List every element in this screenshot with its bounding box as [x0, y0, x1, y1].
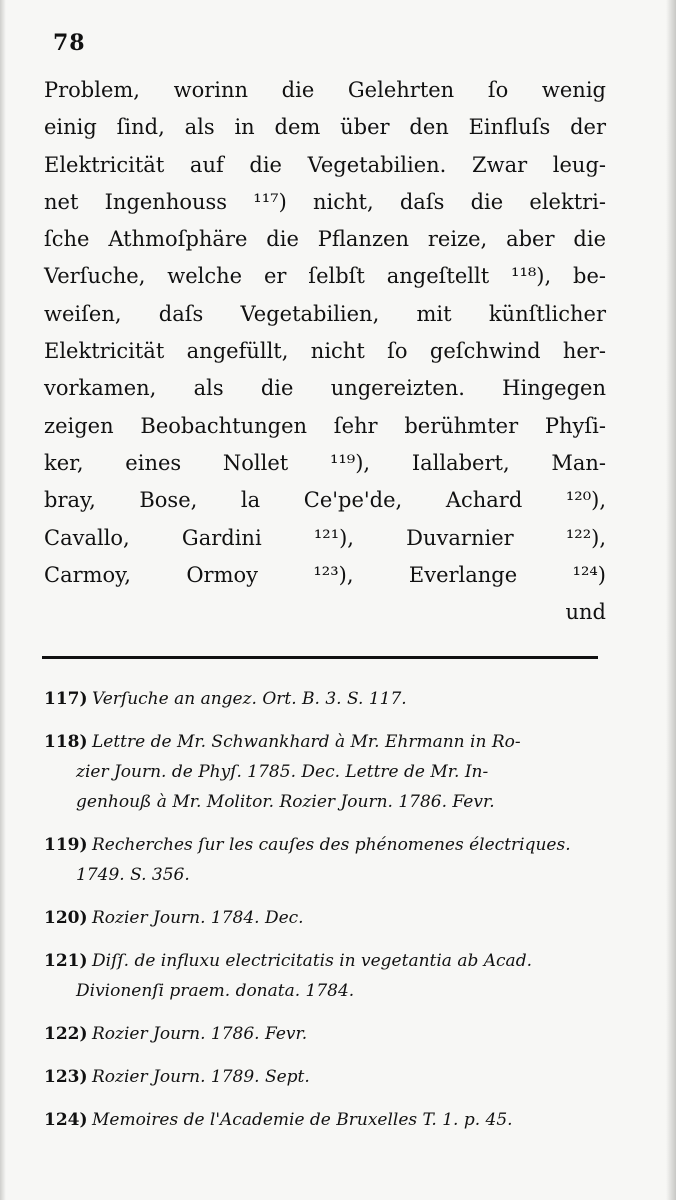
footnote-line [44, 1062, 604, 1092]
footnote-text: Divionenſi praem. donata. 1784. [76, 981, 355, 1001]
text-line: net Ingenhouss ¹¹⁷) nicht, daſs die elektri- [44, 189, 606, 214]
text-line: zeigen Beobachtungen ſehr berühmter Phyſi- [44, 413, 606, 438]
text-line: Elektricität angefüllt, nicht ſo geſchwind her- [44, 339, 606, 364]
footnote-text: Recherches ſur les cauſes des phénomenes électriques. [92, 835, 571, 855]
footnotes [44, 684, 604, 1148]
footnote-text: Lettre de Mr. Schwankhard à Mr. Ehrmann in Ro- [92, 732, 521, 752]
main-text [44, 72, 606, 631]
text-line: Cavallo, Gardini ¹²¹), Duvarnier ¹²²), [44, 525, 606, 550]
footnote-118 [44, 727, 604, 817]
text-line: vorkamen, als die ungereizten. Hingegen [44, 376, 606, 401]
text-line: einig ſind, als in dem über den Einfluſs der [44, 115, 606, 140]
footnote-120 [44, 903, 604, 933]
footnote-text: 1749. S. 356. [76, 865, 190, 885]
footnote-number: 118) [44, 732, 88, 752]
text-line: ker, eines Nollet ¹¹⁹), Iallabert, Man- [44, 450, 606, 475]
footnote-124 [44, 1105, 604, 1135]
footnote-line [44, 684, 604, 714]
footnote-text: genhouß à Mr. Molitor. Rozier Journ. 1786. Fevr. [76, 792, 495, 812]
footnote-line [44, 1105, 604, 1135]
text-line: ſche Athmoſphäre die Pflanzen reize, aber die [44, 227, 606, 252]
footnote-text: Memoires de l'Academie de Bruxelles T. 1. p. 45. [92, 1110, 513, 1130]
text-line: Problem, worinn die Gelehrten ſo wenig [44, 78, 606, 102]
page-edge-shadow-right [666, 0, 676, 1200]
footnote-line [44, 1019, 604, 1049]
footnote-121 [44, 946, 604, 1006]
text-line: weiſen, daſs Vegetabilien, mit künſtlicher [44, 301, 606, 326]
footnote-number: 119) [44, 835, 88, 855]
text-line: bray, Bose, la Ce'pe'de, Achard ¹²⁰), [44, 488, 606, 513]
page-edge-shadow-left [0, 0, 6, 1200]
footnote-number: 120) [44, 908, 88, 928]
catchword: und [565, 600, 606, 625]
footnote-line [44, 830, 604, 860]
footnote-122 [44, 1019, 604, 1049]
footnote-line [44, 946, 604, 976]
footnote-text: Rozier Journ. 1789. Sept. [92, 1067, 310, 1087]
footnote-text: Diſſ. de influxu electricitatis in vegetantia ab Acad. [92, 951, 532, 971]
footnote-line [44, 727, 604, 757]
footnote-number: 122) [44, 1024, 88, 1044]
footnote-117 [44, 684, 604, 714]
footnote-number: 124) [44, 1110, 88, 1130]
text-line: Carmoy, Ormoy ¹²³), Everlange ¹²⁴) [44, 562, 606, 587]
footnote-119 [44, 830, 604, 890]
text-line: Verſuche, welche er ſelbſt angeſtellt ¹¹⁸), be- [44, 264, 606, 289]
footnote-text: Rozier Journ. 1786. Fevr. [92, 1024, 308, 1044]
footnote-number: 123) [44, 1067, 88, 1087]
footnote-text: Rozier Journ. 1784. Dec. [92, 908, 304, 928]
footnote-number: 121) [44, 951, 88, 971]
footnote-text: Verſuche an angez. Ort. B. 3. S. 117. [92, 689, 407, 709]
text-line: Elektricität auf die Vegetabilien. Zwar leug- [44, 152, 606, 177]
page-number: 78 [53, 30, 86, 56]
footnote-divider [42, 656, 598, 659]
footnote-text: zier Journ. de Phyſ. 1785. Dec. Lettre de Mr. In- [76, 762, 489, 782]
footnote-line [44, 903, 604, 933]
footnote-123 [44, 1062, 604, 1092]
footnote-number: 117) [44, 689, 88, 709]
